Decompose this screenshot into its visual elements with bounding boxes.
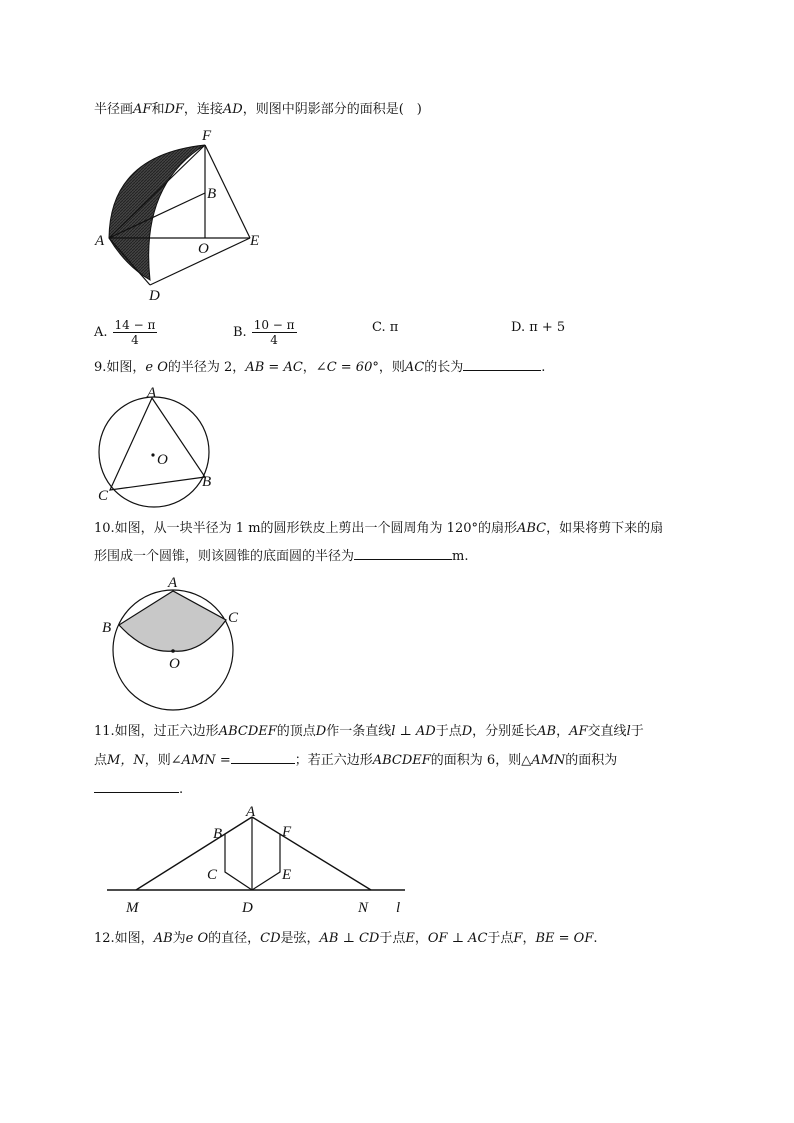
option-c-letter: C. (372, 320, 386, 335)
option-b[interactable] (233, 318, 297, 347)
answer-blank-q10[interactable] (354, 547, 452, 560)
option-b-fraction (252, 318, 297, 347)
diameter-ab: AB (153, 931, 173, 946)
label-b: B (102, 620, 112, 636)
line-l: l (626, 724, 631, 739)
option-b-num: 10 − π (253, 318, 295, 332)
label-a: A (147, 385, 157, 401)
be-equals-of: BE = OF (535, 931, 594, 946)
label-c: C (98, 488, 109, 504)
arc-af: AF (133, 102, 152, 117)
angle-amn: ∠AMN = (170, 753, 231, 768)
label-l: l (396, 900, 401, 916)
q12-text-1: 12.如图， (94, 931, 154, 946)
q8-text: 半径画 (94, 102, 134, 117)
q8-text-end: ，则图中阴影部分的面积是( ) (242, 102, 422, 117)
q10-stem-line-2 (94, 547, 468, 566)
hexagon-left-side (225, 834, 252, 890)
hexagon-abcdef: ABCDEF (218, 724, 277, 739)
q8-stem (94, 101, 422, 119)
option-c-expr: π (389, 320, 399, 335)
label-n: N (358, 900, 369, 916)
q11-end: . (179, 782, 184, 797)
label-o: O (157, 452, 168, 468)
answer-blank-q11-area[interactable] (94, 780, 179, 793)
q9-text-4: ，则 (378, 360, 405, 375)
option-b-den: 4 (270, 333, 278, 347)
arc-ab: AB (245, 360, 265, 375)
q9-text-3: ， (302, 360, 316, 375)
q9-text-5: 的长为 (424, 360, 464, 375)
label-d: D (149, 288, 160, 304)
q8-and: 和 (151, 102, 165, 117)
circle (99, 397, 212, 507)
q10-text-1: 10.如图，从一块半径为 1 m的圆形铁皮上剪出一个圆周角为 120°的扇形 (94, 521, 517, 536)
q8-text-2: ，连接 (183, 102, 223, 117)
label-f: F (282, 824, 292, 840)
option-c[interactable] (372, 320, 398, 335)
sector-abc: ABC (516, 521, 547, 536)
hexagon-right-side (252, 834, 280, 890)
q12-text-6: ， (414, 931, 428, 946)
shaded-sector (119, 591, 226, 651)
center-point (171, 649, 175, 653)
point-e: E (405, 931, 415, 946)
segment-ab: AB (537, 724, 557, 739)
point-f: F (513, 931, 523, 946)
q9-stem (94, 358, 545, 377)
answer-blank-q9[interactable] (463, 358, 541, 371)
option-b-letter: B. (233, 325, 247, 340)
label-b: B (202, 474, 212, 490)
q12-text-8: ， (522, 931, 536, 946)
label-e: E (250, 233, 260, 249)
angle-c: ∠C = 60° (315, 360, 379, 375)
q11-text-2: 的顶点 (276, 724, 316, 739)
option-a-fraction (113, 318, 158, 347)
label-b: B (213, 826, 223, 842)
q12-end: . (593, 931, 598, 946)
line-l-perp: l ⊥ AD (391, 724, 436, 739)
q11-text-9: ，则 (144, 753, 171, 768)
option-a[interactable] (94, 318, 157, 347)
q11-stem-line-3 (94, 780, 183, 799)
perp-ab-cd: AB ⊥ CD (319, 931, 380, 946)
q11-text-3: 作一条直线 (326, 724, 392, 739)
option-a-den: 4 (131, 333, 139, 347)
q11-text-6: 交直线 (587, 724, 627, 739)
q11-stem-line-1 (94, 723, 644, 741)
q12-text-3: 的直径， (208, 931, 261, 946)
label-c: C (228, 610, 239, 626)
points-mn: M，N (107, 753, 145, 768)
label-e: E (282, 867, 292, 883)
q11-text-4: 于点 (435, 724, 462, 739)
shaded-region (109, 145, 205, 280)
q9-figure (92, 386, 222, 511)
q11-text-11: 的面积为 6，则 (430, 753, 522, 768)
q11-text-7: 于 (630, 724, 644, 739)
q9-text-2: 的半径为 2， (167, 360, 246, 375)
q10-text-2: ，如果将剪下来的扇 (546, 521, 664, 536)
q11-comma: ， (556, 724, 570, 739)
q11-text-1: 11.如图，过正六边形 (94, 724, 219, 739)
q12-text-7: 于点 (487, 931, 514, 946)
q9-text-1: 如图， (106, 360, 146, 375)
arc-ac-2: AC (404, 360, 425, 375)
q12-stem (94, 930, 598, 948)
label-a: A (95, 233, 105, 249)
label-b: B (207, 186, 217, 202)
q12-text-5: 于点 (379, 931, 406, 946)
q12-text-2: 为 (172, 931, 186, 946)
circle-o: e O (185, 931, 209, 946)
triangle-amn: △AMN (521, 753, 566, 768)
q10-unit: m. (452, 549, 469, 564)
circle-o: e O (145, 360, 168, 375)
label-a: A (246, 804, 256, 820)
q12-text-4: 是弦， (280, 931, 320, 946)
label-m: M (126, 900, 139, 916)
label-o: O (169, 656, 180, 672)
label-a: A (168, 575, 178, 591)
q11-text-8: 点 (94, 753, 108, 768)
q10-figure (98, 572, 248, 712)
q11-stem-line-2 (94, 751, 617, 770)
answer-blank-q11-angle[interactable] (231, 751, 295, 764)
q11-text-12: 的面积为 (565, 753, 618, 768)
point-d-2: D (461, 724, 473, 739)
q8-figure (90, 125, 280, 305)
arc-ac: AC (283, 360, 303, 375)
q9-end: . (541, 360, 546, 375)
option-d-expr: π + 5 (529, 320, 566, 335)
q11-text-10: ；若正六边形 (294, 753, 373, 768)
option-a-num: 14 − π (114, 318, 156, 332)
hexagon-abcdef-2: ABCDEF (372, 753, 431, 768)
center-point (151, 453, 154, 456)
chord-cd: CD (260, 931, 281, 946)
point-d: D (315, 724, 327, 739)
arc-df: DF (164, 102, 184, 117)
q11-text-5: ，分别延长 (472, 724, 538, 739)
segment-af: AF (569, 724, 588, 739)
label-c: C (207, 867, 218, 883)
option-d[interactable] (511, 320, 565, 335)
q10-stem-line-1 (94, 520, 663, 538)
label-f: F (202, 128, 212, 144)
label-o: O (198, 241, 209, 257)
q9-number: 9. (94, 360, 107, 375)
q10-text-3: 形围成一个圆锥，则该圆锥的底面圆的半径为 (94, 549, 355, 564)
q9-eq: = (264, 360, 284, 375)
option-d-letter: D. (511, 320, 526, 335)
perp-of-ac: OF ⊥ AC (427, 931, 488, 946)
q11-figure (100, 800, 420, 925)
segment-ad: AD (222, 102, 243, 117)
label-d: D (242, 900, 253, 916)
option-a-letter: A. (94, 325, 108, 340)
